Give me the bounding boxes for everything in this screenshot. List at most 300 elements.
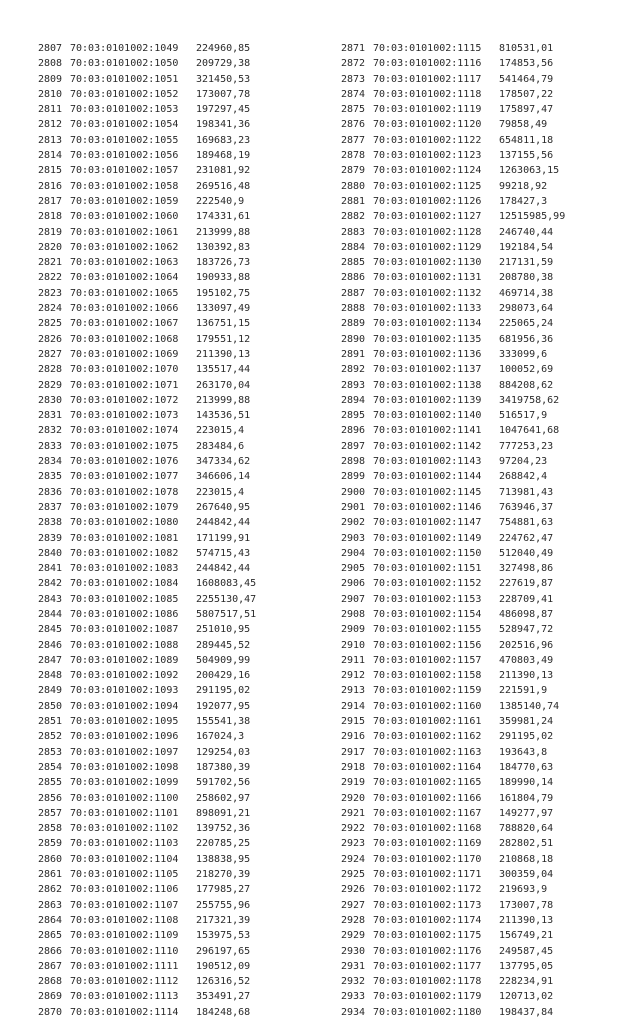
cadastral-number: 70:03:0101002:1143 bbox=[373, 456, 482, 468]
row-value: 197297,45 bbox=[196, 104, 251, 116]
row-value: 100052,69 bbox=[499, 364, 554, 376]
row-value: 211390,13 bbox=[196, 348, 251, 360]
table-row bbox=[341, 393, 565, 408]
row-number: 2920 bbox=[341, 792, 366, 804]
table-row bbox=[341, 531, 565, 546]
cadastral-number: 70:03:0101002:1088 bbox=[70, 639, 179, 651]
table-row bbox=[38, 729, 256, 744]
row-value: 469714,38 bbox=[499, 287, 554, 299]
cadastral-number: 70:03:0101002:1068 bbox=[70, 333, 179, 345]
row-value: 149277,97 bbox=[499, 807, 554, 819]
table-row bbox=[38, 836, 256, 851]
row-value: 12515985,99 bbox=[499, 211, 566, 223]
table-row bbox=[38, 423, 256, 438]
row-value: 269516,48 bbox=[196, 180, 251, 192]
row-value: 321450,53 bbox=[196, 73, 251, 85]
row-number: 2848 bbox=[38, 670, 63, 682]
table-row bbox=[341, 592, 565, 607]
row-value: 227619,87 bbox=[499, 578, 554, 590]
row-value: 223015,4 bbox=[196, 486, 245, 498]
cadastral-number: 70:03:0101002:1142 bbox=[373, 440, 482, 452]
table-row bbox=[341, 852, 565, 867]
row-number: 2820 bbox=[38, 241, 63, 253]
row-value: 574715,43 bbox=[196, 547, 251, 559]
row-value: 282802,51 bbox=[499, 838, 554, 850]
table-row bbox=[38, 347, 256, 362]
row-number: 2921 bbox=[341, 807, 366, 819]
row-value: 136751,15 bbox=[196, 318, 251, 330]
table-row bbox=[38, 607, 256, 622]
row-value: 218270,39 bbox=[196, 869, 251, 881]
cadastral-number: 70:03:0101002:1071 bbox=[70, 379, 179, 391]
row-value: 283484,6 bbox=[196, 440, 245, 452]
table-row bbox=[341, 882, 565, 897]
row-number: 2843 bbox=[38, 593, 63, 605]
row-number: 2869 bbox=[38, 991, 63, 1003]
row-number: 2912 bbox=[341, 670, 366, 682]
cadastral-number: 70:03:0101002:1166 bbox=[373, 792, 482, 804]
cadastral-number: 70:03:0101002:1135 bbox=[373, 333, 482, 345]
row-value: 224762,47 bbox=[499, 532, 554, 544]
cadastral-number: 70:03:0101002:1101 bbox=[70, 807, 179, 819]
cadastral-number: 70:03:0101002:1083 bbox=[70, 563, 179, 575]
row-number: 2814 bbox=[38, 150, 63, 162]
table-row bbox=[38, 301, 256, 316]
table-row bbox=[38, 362, 256, 377]
row-number: 2914 bbox=[341, 700, 366, 712]
cadastral-number: 70:03:0101002:1140 bbox=[373, 410, 482, 422]
table-row bbox=[341, 699, 565, 714]
row-number: 2854 bbox=[38, 761, 63, 773]
row-value: 192077,95 bbox=[196, 700, 251, 712]
cadastral-number: 70:03:0101002:1146 bbox=[373, 501, 482, 513]
table-row bbox=[38, 867, 256, 882]
cadastral-number: 70:03:0101002:1129 bbox=[373, 241, 482, 253]
row-value: 681956,36 bbox=[499, 333, 554, 345]
cadastral-number: 70:03:0101002:1093 bbox=[70, 685, 179, 697]
cadastral-number: 70:03:0101002:1127 bbox=[373, 211, 482, 223]
row-value: 249587,45 bbox=[499, 945, 554, 957]
row-value: 130392,83 bbox=[196, 241, 251, 253]
cadastral-number: 70:03:0101002:1103 bbox=[70, 838, 179, 850]
cadastral-number: 70:03:0101002:1106 bbox=[70, 884, 179, 896]
row-number: 2852 bbox=[38, 731, 63, 743]
row-number: 2812 bbox=[38, 119, 63, 131]
row-number: 2864 bbox=[38, 914, 63, 926]
table-row bbox=[38, 469, 256, 484]
table-row bbox=[38, 485, 256, 500]
table-row bbox=[341, 622, 565, 637]
table-row bbox=[341, 913, 565, 928]
cadastral-number: 70:03:0101002:1130 bbox=[373, 257, 482, 269]
cadastral-number: 70:03:0101002:1098 bbox=[70, 761, 179, 773]
table-row bbox=[38, 928, 256, 943]
cadastral-number: 70:03:0101002:1075 bbox=[70, 440, 179, 452]
table-row bbox=[38, 240, 256, 255]
cadastral-number: 70:03:0101002:1177 bbox=[373, 960, 482, 972]
cadastral-number: 70:03:0101002:1089 bbox=[70, 654, 179, 666]
table-row bbox=[38, 56, 256, 71]
row-value: 208780,38 bbox=[499, 272, 554, 284]
cadastral-number: 70:03:0101002:1100 bbox=[70, 792, 179, 804]
cadastral-number: 70:03:0101002:1064 bbox=[70, 272, 179, 284]
row-number: 2893 bbox=[341, 379, 366, 391]
row-number: 2927 bbox=[341, 899, 366, 911]
row-value: 251010,95 bbox=[196, 624, 251, 636]
row-number: 2904 bbox=[341, 547, 366, 559]
row-value: 155541,38 bbox=[196, 716, 251, 728]
cadastral-number: 70:03:0101002:1104 bbox=[70, 853, 179, 865]
row-number: 2851 bbox=[38, 716, 63, 728]
row-value: 231081,92 bbox=[196, 165, 251, 177]
table-row bbox=[38, 148, 256, 163]
row-value: 516517,9 bbox=[499, 410, 548, 422]
row-number: 2827 bbox=[38, 348, 63, 360]
table-row bbox=[38, 714, 256, 729]
cadastral-number: 70:03:0101002:1123 bbox=[373, 150, 482, 162]
row-number: 2922 bbox=[341, 823, 366, 835]
row-number: 2859 bbox=[38, 838, 63, 850]
cadastral-number: 70:03:0101002:1173 bbox=[373, 899, 482, 911]
table-row bbox=[341, 102, 565, 117]
row-value: 763946,37 bbox=[499, 501, 554, 513]
row-value: 1385140,74 bbox=[499, 700, 560, 712]
table-row bbox=[38, 408, 256, 423]
row-number: 2810 bbox=[38, 88, 63, 100]
row-number: 2868 bbox=[38, 976, 63, 988]
cadastral-number: 70:03:0101002:1063 bbox=[70, 257, 179, 269]
table-row bbox=[341, 653, 565, 668]
row-value: 777253,23 bbox=[499, 440, 554, 452]
row-number: 2846 bbox=[38, 639, 63, 651]
cadastral-number: 70:03:0101002:1069 bbox=[70, 348, 179, 360]
table-row bbox=[38, 133, 256, 148]
row-value: 184248,68 bbox=[196, 1006, 251, 1018]
row-value: 713981,43 bbox=[499, 486, 554, 498]
cadastral-number: 70:03:0101002:1113 bbox=[70, 991, 179, 1003]
row-number: 2861 bbox=[38, 869, 63, 881]
cadastral-number: 70:03:0101002:1120 bbox=[373, 119, 482, 131]
row-number: 2842 bbox=[38, 578, 63, 590]
cadastral-number: 70:03:0101002:1102 bbox=[70, 823, 179, 835]
row-number: 2918 bbox=[341, 761, 366, 773]
row-number: 2844 bbox=[38, 608, 63, 620]
row-value: 97204,23 bbox=[499, 456, 548, 468]
row-value: 139752,36 bbox=[196, 823, 251, 835]
table-row bbox=[38, 270, 256, 285]
row-value: 161804,79 bbox=[499, 792, 554, 804]
table-row bbox=[38, 959, 256, 974]
left-column bbox=[38, 41, 256, 1020]
row-number: 2933 bbox=[341, 991, 366, 1003]
cadastral-number: 70:03:0101002:1159 bbox=[373, 685, 482, 697]
row-number: 2856 bbox=[38, 792, 63, 804]
row-number: 2930 bbox=[341, 945, 366, 957]
row-number: 2879 bbox=[341, 165, 366, 177]
row-value: 220785,25 bbox=[196, 838, 251, 850]
cadastral-number: 70:03:0101002:1061 bbox=[70, 226, 179, 238]
row-value: 228234,91 bbox=[499, 976, 554, 988]
cadastral-number: 70:03:0101002:1144 bbox=[373, 471, 482, 483]
cadastral-number: 70:03:0101002:1150 bbox=[373, 547, 482, 559]
table-row bbox=[341, 867, 565, 882]
table-row bbox=[341, 225, 565, 240]
row-value: 137795,05 bbox=[499, 960, 554, 972]
table-row bbox=[38, 775, 256, 790]
cadastral-number: 70:03:0101002:1174 bbox=[373, 914, 482, 926]
cadastral-number: 70:03:0101002:1084 bbox=[70, 578, 179, 590]
cadastral-number: 70:03:0101002:1155 bbox=[373, 624, 482, 636]
cadastral-number: 70:03:0101002:1164 bbox=[373, 761, 482, 773]
cadastral-number: 70:03:0101002:1114 bbox=[70, 1006, 179, 1018]
cadastral-number: 70:03:0101002:1171 bbox=[373, 869, 482, 881]
table-row bbox=[38, 72, 256, 87]
row-value: 225065,24 bbox=[499, 318, 554, 330]
row-value: 213999,88 bbox=[196, 394, 251, 406]
row-value: 333099,6 bbox=[499, 348, 548, 360]
table-row bbox=[38, 791, 256, 806]
row-number: 2925 bbox=[341, 869, 366, 881]
table-row bbox=[38, 378, 256, 393]
table-row bbox=[38, 576, 256, 591]
table-row bbox=[341, 561, 565, 576]
cadastral-number: 70:03:0101002:1178 bbox=[373, 976, 482, 988]
row-value: 1263063,15 bbox=[499, 165, 560, 177]
table-row bbox=[38, 913, 256, 928]
table-row bbox=[341, 546, 565, 561]
table-row bbox=[341, 485, 565, 500]
row-number: 2847 bbox=[38, 654, 63, 666]
table-row bbox=[38, 882, 256, 897]
row-value: 187380,39 bbox=[196, 761, 251, 773]
table-row bbox=[38, 546, 256, 561]
row-value: 120713,02 bbox=[499, 991, 554, 1003]
row-value: 788820,64 bbox=[499, 823, 554, 835]
cadastral-number: 70:03:0101002:1111 bbox=[70, 960, 179, 972]
cadastral-number: 70:03:0101002:1153 bbox=[373, 593, 482, 605]
table-row bbox=[38, 255, 256, 270]
cadastral-number: 70:03:0101002:1119 bbox=[373, 104, 482, 116]
cadastral-number: 70:03:0101002:1095 bbox=[70, 716, 179, 728]
row-number: 2924 bbox=[341, 853, 366, 865]
row-value: 810531,01 bbox=[499, 43, 554, 54]
cadastral-number: 70:03:0101002:1055 bbox=[70, 134, 179, 146]
row-value: 156749,21 bbox=[499, 930, 554, 942]
cadastral-number: 70:03:0101002:1099 bbox=[70, 777, 179, 789]
table-row bbox=[38, 179, 256, 194]
row-number: 2834 bbox=[38, 456, 63, 468]
row-number: 2866 bbox=[38, 945, 63, 957]
table-row bbox=[341, 332, 565, 347]
row-number: 2901 bbox=[341, 501, 366, 513]
cadastral-number: 70:03:0101002:1092 bbox=[70, 670, 179, 682]
row-number: 2828 bbox=[38, 364, 63, 376]
row-number: 2934 bbox=[341, 1006, 366, 1018]
cadastral-number: 70:03:0101002:1079 bbox=[70, 501, 179, 513]
cadastral-number: 70:03:0101002:1116 bbox=[373, 58, 482, 70]
row-number: 2862 bbox=[38, 884, 63, 896]
cadastral-number: 70:03:0101002:1176 bbox=[373, 945, 482, 957]
row-number: 2931 bbox=[341, 960, 366, 972]
row-value: 137155,56 bbox=[499, 150, 554, 162]
row-value: 1608083,45 bbox=[196, 578, 257, 590]
row-value: 177985,27 bbox=[196, 884, 251, 896]
table-row bbox=[341, 41, 565, 56]
row-number: 2882 bbox=[341, 211, 366, 223]
table-row bbox=[38, 1005, 256, 1020]
row-number: 2809 bbox=[38, 73, 63, 85]
table-row bbox=[38, 194, 256, 209]
cadastral-number: 70:03:0101002:1097 bbox=[70, 746, 179, 758]
row-number: 2836 bbox=[38, 486, 63, 498]
row-number: 2897 bbox=[341, 440, 366, 452]
row-value: 1047641,68 bbox=[499, 425, 560, 437]
row-value: 173007,78 bbox=[499, 899, 554, 911]
row-value: 244842,44 bbox=[196, 563, 251, 575]
row-number: 2911 bbox=[341, 654, 366, 666]
row-value: 512040,49 bbox=[499, 547, 554, 559]
row-number: 2853 bbox=[38, 746, 63, 758]
row-value: 244842,44 bbox=[196, 517, 251, 529]
row-number: 2818 bbox=[38, 211, 63, 223]
cadastral-number: 70:03:0101002:1096 bbox=[70, 731, 179, 743]
row-number: 2889 bbox=[341, 318, 366, 330]
row-value: 5807517,51 bbox=[196, 608, 257, 620]
cadastral-number: 70:03:0101002:1126 bbox=[373, 195, 482, 207]
row-number: 2857 bbox=[38, 807, 63, 819]
cadastral-number: 70:03:0101002:1050 bbox=[70, 58, 179, 70]
table-row bbox=[341, 1005, 565, 1020]
row-number: 2819 bbox=[38, 226, 63, 238]
cadastral-number: 70:03:0101002:1161 bbox=[373, 716, 482, 728]
cadastral-number: 70:03:0101002:1073 bbox=[70, 410, 179, 422]
row-number: 2877 bbox=[341, 134, 366, 146]
row-number: 2835 bbox=[38, 471, 63, 483]
row-value: 190933,88 bbox=[196, 272, 251, 284]
cadastral-number: 70:03:0101002:1115 bbox=[373, 43, 482, 54]
cadastral-number: 70:03:0101002:1112 bbox=[70, 976, 179, 988]
cadastral-number: 70:03:0101002:1128 bbox=[373, 226, 482, 238]
row-number: 2887 bbox=[341, 287, 366, 299]
row-number: 2865 bbox=[38, 930, 63, 942]
row-number: 2885 bbox=[341, 257, 366, 269]
table-row bbox=[341, 255, 565, 270]
row-value: 192184,54 bbox=[499, 241, 554, 253]
table-row bbox=[38, 41, 256, 56]
row-value: 126316,52 bbox=[196, 976, 251, 988]
cadastral-number: 70:03:0101002:1136 bbox=[373, 348, 482, 360]
table-row bbox=[341, 791, 565, 806]
table-row bbox=[341, 806, 565, 821]
right-column bbox=[341, 41, 565, 1020]
row-number: 2839 bbox=[38, 532, 63, 544]
table-row bbox=[341, 729, 565, 744]
cadastral-number: 70:03:0101002:1082 bbox=[70, 547, 179, 559]
cadastral-number: 70:03:0101002:1110 bbox=[70, 945, 179, 957]
row-number: 2874 bbox=[341, 88, 366, 100]
cadastral-number: 70:03:0101002:1086 bbox=[70, 608, 179, 620]
table-row bbox=[38, 898, 256, 913]
cadastral-number: 70:03:0101002:1072 bbox=[70, 394, 179, 406]
row-value: 267640,95 bbox=[196, 501, 251, 513]
table-row bbox=[38, 454, 256, 469]
row-value: 353491,27 bbox=[196, 991, 251, 1003]
row-value: 211390,13 bbox=[499, 670, 554, 682]
table-row bbox=[341, 362, 565, 377]
table-row bbox=[38, 316, 256, 331]
cadastral-number: 70:03:0101002:1054 bbox=[70, 119, 179, 131]
row-number: 2892 bbox=[341, 364, 366, 376]
row-number: 2906 bbox=[341, 578, 366, 590]
table-row bbox=[38, 332, 256, 347]
table-row bbox=[341, 607, 565, 622]
table-row bbox=[341, 133, 565, 148]
row-number: 2923 bbox=[341, 838, 366, 850]
row-number: 2829 bbox=[38, 379, 63, 391]
cadastral-number: 70:03:0101002:1139 bbox=[373, 394, 482, 406]
row-number: 2919 bbox=[341, 777, 366, 789]
row-value: 198437,84 bbox=[499, 1006, 554, 1018]
table-row bbox=[341, 898, 565, 913]
cadastral-number: 70:03:0101002:1109 bbox=[70, 930, 179, 942]
table-row bbox=[38, 821, 256, 836]
row-value: 169683,23 bbox=[196, 134, 251, 146]
row-number: 2886 bbox=[341, 272, 366, 284]
cadastral-number: 70:03:0101002:1053 bbox=[70, 104, 179, 116]
table-row bbox=[341, 760, 565, 775]
table-row bbox=[341, 515, 565, 530]
row-number: 2867 bbox=[38, 960, 63, 972]
cadastral-number: 70:03:0101002:1052 bbox=[70, 88, 179, 100]
table-row bbox=[38, 745, 256, 760]
table-row bbox=[38, 87, 256, 102]
row-number: 2873 bbox=[341, 73, 366, 85]
table-row bbox=[341, 194, 565, 209]
cadastral-number: 70:03:0101002:1122 bbox=[373, 134, 482, 146]
row-value: 99218,92 bbox=[499, 180, 548, 192]
row-value: 528947,72 bbox=[499, 624, 554, 636]
table-row bbox=[341, 745, 565, 760]
row-number: 2825 bbox=[38, 318, 63, 330]
table-row bbox=[341, 423, 565, 438]
row-value: 223015,4 bbox=[196, 425, 245, 437]
row-number: 2900 bbox=[341, 486, 366, 498]
table-row bbox=[341, 87, 565, 102]
row-value: 268842,4 bbox=[499, 471, 548, 483]
table-row bbox=[341, 714, 565, 729]
cadastral-number: 70:03:0101002:1168 bbox=[373, 823, 482, 835]
table-row bbox=[38, 515, 256, 530]
table-row bbox=[38, 944, 256, 959]
table-row bbox=[38, 531, 256, 546]
row-number: 2863 bbox=[38, 899, 63, 911]
cadastral-number: 70:03:0101002:1085 bbox=[70, 593, 179, 605]
row-number: 2895 bbox=[341, 410, 366, 422]
cadastral-number: 70:03:0101002:1087 bbox=[70, 624, 179, 636]
row-value: 654811,18 bbox=[499, 134, 554, 146]
table-row bbox=[38, 989, 256, 1004]
cadastral-number: 70:03:0101002:1165 bbox=[373, 777, 482, 789]
table-row bbox=[341, 775, 565, 790]
row-number: 2872 bbox=[341, 58, 366, 70]
row-number: 2821 bbox=[38, 257, 63, 269]
cadastral-number: 70:03:0101002:1145 bbox=[373, 486, 482, 498]
cadastral-number: 70:03:0101002:1062 bbox=[70, 241, 179, 253]
row-value: 2255130,47 bbox=[196, 593, 257, 605]
row-number: 2813 bbox=[38, 134, 63, 146]
cadastral-number: 70:03:0101002:1081 bbox=[70, 532, 179, 544]
row-number: 2881 bbox=[341, 195, 366, 207]
